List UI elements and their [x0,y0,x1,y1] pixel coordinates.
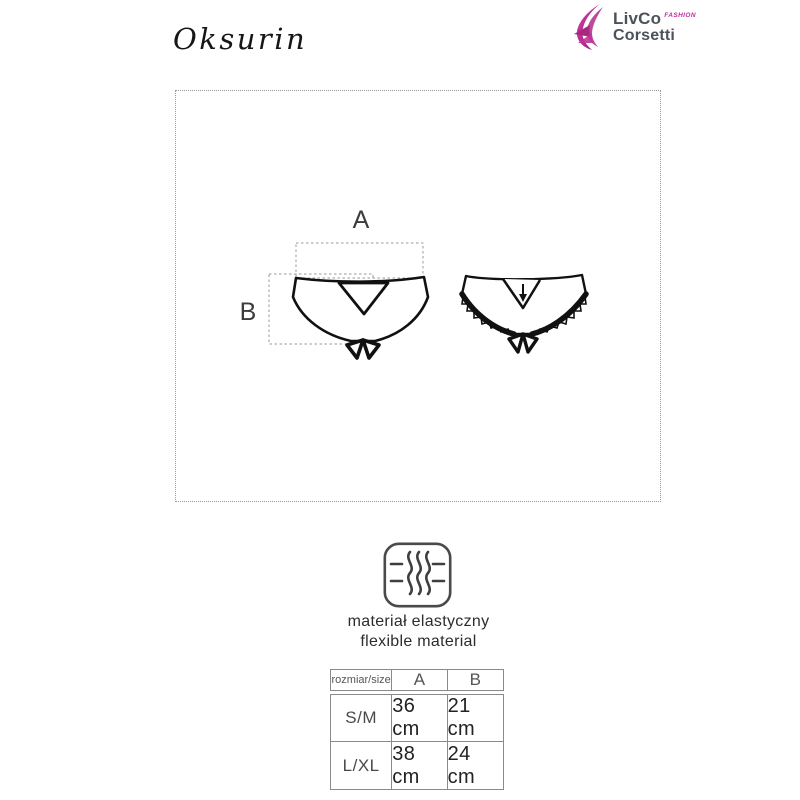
panties-front-drawing [293,277,428,358]
logo-corsetti-text: Corsetti [613,27,676,44]
size-label: L/XL [331,742,392,789]
logo-livco-text: LivCo [613,9,662,28]
table-row-sm [331,695,503,742]
measure-b-label: B [239,298,257,326]
brand-logo [570,3,696,51]
material-caption-en: flexible material [360,633,477,650]
size-table-body [330,694,504,790]
product-title: Oksurin [173,22,308,56]
back-bow-icon [509,334,537,352]
measure-a-label: A [352,206,370,234]
header-a: A [392,670,447,690]
logo-fashion-text: FASHION [664,12,696,19]
value-a: 36 cm [392,695,447,741]
logo-ribbon-icon [570,3,612,51]
panties-back-drawing [462,275,586,352]
material-caption-pl: materiał elastyczny [347,613,490,630]
measurement-diagram-box [175,90,661,502]
panties-measurement-drawing [176,91,662,503]
front-bow-icon [347,340,379,358]
size-label: S/M [331,695,392,741]
header-rozmiar-size: rozmiar/size [331,670,392,690]
table-row-lxl [331,742,503,789]
value-b: 21 cm [447,695,475,740]
material-caption [175,612,662,652]
header-b: B [469,670,481,689]
value-b: 24 cm [447,742,475,788]
value-a: 38 cm [392,742,447,789]
logo-wordmark [613,3,696,51]
measure-a-bracket [296,243,423,278]
size-table [330,669,504,790]
size-table-header [330,669,504,691]
flexible-material-icon [383,542,452,608]
